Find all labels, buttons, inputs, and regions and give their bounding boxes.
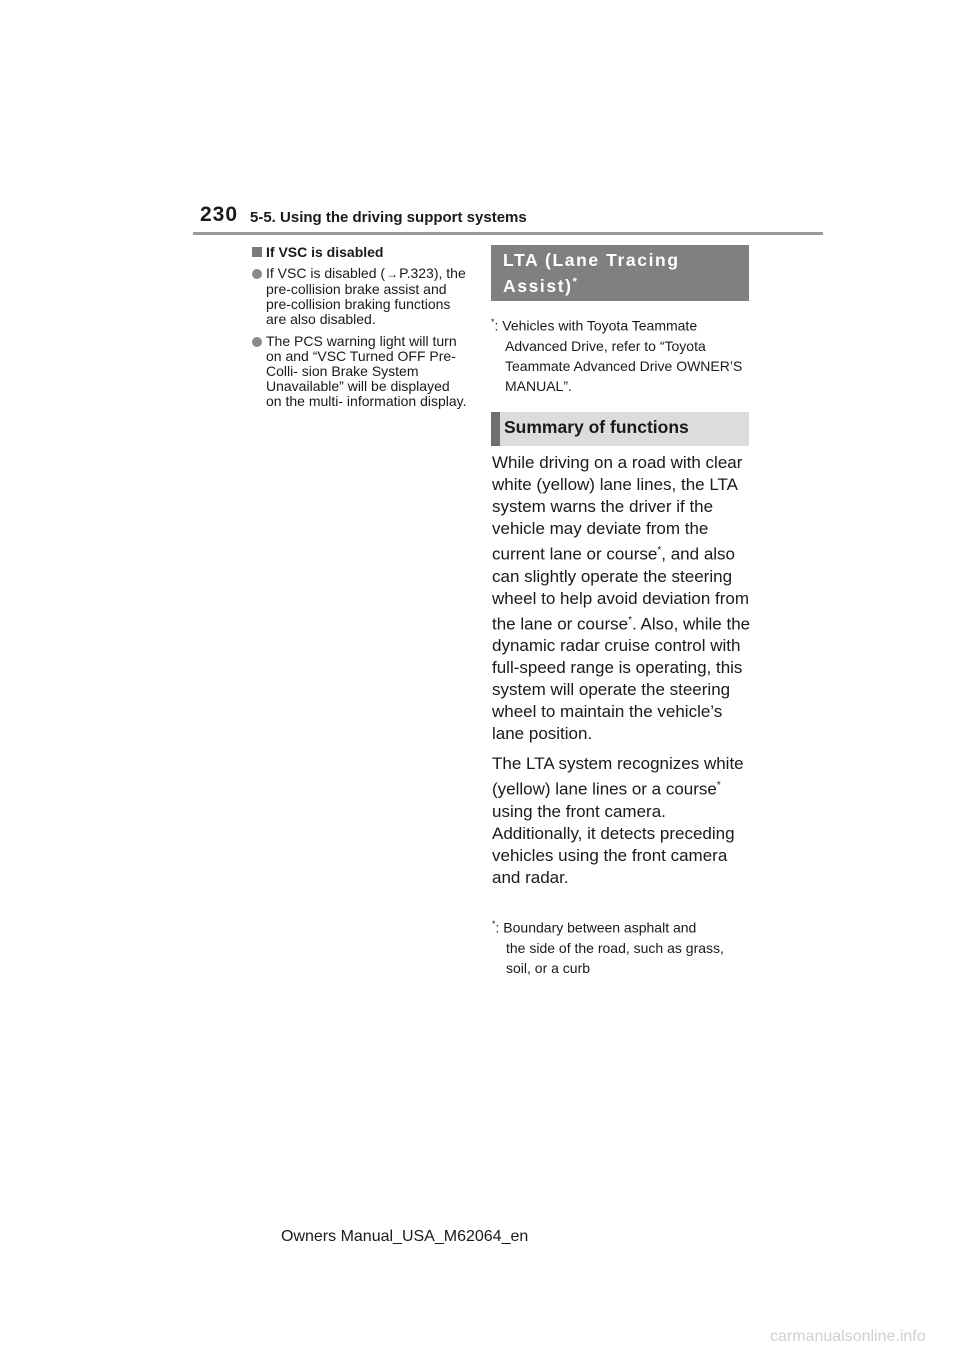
- paragraph-text: The LTA system recognizes white (yellow) lane lines or a course: [492, 754, 744, 799]
- footnote-marker: *: [657, 545, 662, 556]
- footnote-text: the side of the road, such as grass, soil, or a curb: [506, 939, 724, 976]
- footnote-marker: *: [492, 919, 496, 929]
- summary-heading-text: Summary of functions: [504, 417, 689, 437]
- square-bullet-icon: [252, 247, 262, 257]
- lta-section-banner: [491, 245, 749, 301]
- footnote-text: Advanced Drive, refer to “Toyota Teammate Advanced Drive OWNER’S MANUAL”.: [505, 337, 743, 394]
- footnote-text: : Boundary between asphalt and: [495, 919, 697, 936]
- page-number: 230: [200, 203, 239, 226]
- list-item: [252, 266, 467, 327]
- section-title: 5-5. Using the driving support systems: [250, 209, 527, 226]
- footnote-marker: *: [491, 317, 495, 327]
- page-ref-link[interactable]: P.323), the pre-collision brake assist and pre-collision braking functions are also disabled.: [266, 265, 466, 327]
- footnote-marker: *: [716, 780, 721, 792]
- lta-banner-title: LTA (Lane Tracing Assist): [503, 250, 680, 296]
- left-column: [252, 244, 467, 416]
- summary-body: [492, 452, 752, 897]
- bullet-text: [266, 266, 467, 327]
- manual-id-footer: Owners Manual_USA_M62064_en: [281, 1228, 529, 1245]
- footnote-text: : Vehicles with Toyota Teammate: [494, 317, 698, 334]
- summary-heading: [491, 412, 749, 446]
- paragraph: [492, 452, 752, 745]
- circle-bullet-icon: [252, 269, 262, 279]
- paragraph-text: , and also can slightly operate the steering wheel to help avoid deviation from the lane or course: [492, 544, 750, 634]
- footnote-marker: *: [572, 276, 577, 288]
- vsc-disabled-heading: [252, 244, 467, 260]
- arrow-right-icon: →: [386, 267, 399, 281]
- paragraph-text: . Also, while the dynamic radar cruise control with full-speed range is operating, this system will operate the steering wheel to maintain the vehicle’s lane position.: [492, 614, 751, 744]
- paragraph-text: using the front camera. Additionally, it detects preceding vehicles using the front camera and radar.: [492, 801, 735, 887]
- footnote-marker: *: [628, 614, 632, 626]
- paragraph: [492, 753, 752, 889]
- bullet-text: The PCS warning light will turn on and “VSC Turned OFF Pre-Colli- sion Brake System Unavailable” will be displayed on the multi- information display.: [266, 333, 467, 409]
- course-footnote: [492, 914, 750, 978]
- header-divider: [193, 232, 823, 235]
- lta-footnote: [491, 312, 749, 396]
- list-item: [252, 334, 467, 409]
- watermark: carmanualsonline.info: [770, 1328, 926, 1345]
- paragraph-text: While driving on a road with clear white (yellow) lane lines, the LTA system warns the driver if the vehicle may deviate from the current lane or course: [492, 453, 743, 564]
- vsc-disabled-heading-text: If VSC is disabled: [266, 244, 384, 260]
- circle-bullet-icon: [252, 337, 262, 347]
- bullet-text-part: If VSC is disabled (: [266, 265, 386, 281]
